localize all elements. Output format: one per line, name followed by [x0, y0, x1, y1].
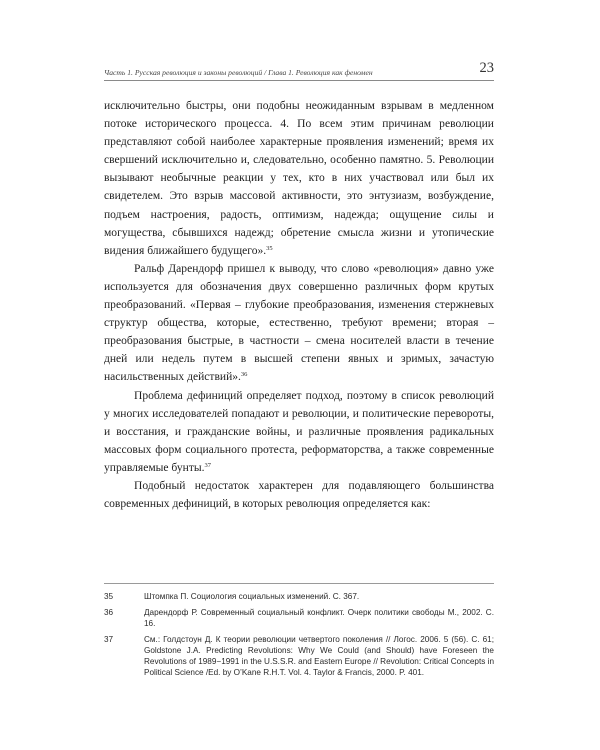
- footnote-ref-37[interactable]: 37: [204, 461, 212, 469]
- main-text: [104, 97, 494, 513]
- page-header: [104, 62, 494, 81]
- footnote-number: 36: [104, 608, 114, 617]
- running-head: Часть 1. Русская революция и законы революций / Глава 1. Революция как феномен: [104, 68, 373, 77]
- paragraph-2: Ральф Дарендорф пришел к выводу, что слово «революция» давно уже используется для обозначения двух совершенно различных форм крутых преобразований. «Первая – глубокие преобразования, изменения стержневых структур общества, которые, естественно, требуют времени; вторая – преобразования быстрые, в частности – смена носителей власти в течение дней или недель путем в высшей степени явных и зримых, зачастую насильственных действий».$^{36}$: [104, 262, 494, 384]
- paragraph-3: Проблема дефиниций определяет подход, поэтому в список революций у многих исследователей попадают и революции, и политические перевороты, и восстания, и гражданские войны, и различные проявления радикальных массовых форм социального протеста, реформаторства, а также современные управляемые бунты.$^{37}$: [104, 389, 494, 474]
- footnote-number: 37: [104, 635, 114, 644]
- page-number: 23: [479, 60, 494, 76]
- footnote-text: Штомпка П. Социология социальных изменений. С. 367.: [144, 592, 360, 601]
- paragraph-4: Подобный недостаток характерен для подавляющего большинства современных дефиниций, в которых революция определяется как:: [104, 479, 494, 511]
- footnote: [104, 607, 494, 629]
- paragraph-1: исключительно быстры, они подобны неожиданным взрывам в медленном потоке исторического процесса. 4. По всем этим причинам революции представляют собой наиболее характерные проявления изменений; время их свершений исключительно и, следовательно, особенно памятно. 5. Революции вызывают необычные реакции у тех, кто в них участвовал или был их свидетелем. Это взрыв массовой активности, это энтузиазм, возбуждение, подъем настроения, радость, оптимизм, надежда; ощущение силы и могущества, сбывшихся надежд; обретение смысла жизни и утопические видения ближайшего будущего».$^{35}$: [104, 100, 494, 257]
- footnote: [104, 591, 494, 602]
- footnote: [104, 634, 494, 678]
- footnote-text: См.: Голдстоун Д. К теории революции четвертого поколения // Логос. 2006. 5 (56). С. 61; Goldstone J.A. Predicting Revolutions: Why We Could (and Should) have Foreseen the Revolutions of 1989−1991 in the U.S.S.R. and Eastern Europe // Revolution: Critical Concepts in Political Science /Ed. by O’Kane R.H.T. Vol. 4. Taylor & Francis, 2000. P. 401.: [144, 635, 494, 677]
- footnotes: [104, 583, 494, 683]
- footnote-ref-35[interactable]: 35: [266, 244, 273, 252]
- footnote-number: 35: [104, 592, 114, 601]
- footnote-ref-36[interactable]: 36: [240, 371, 248, 379]
- footnote-text: Дарендорф Р. Современный социальный конфликт. Очерк политики свободы М., 2002. С. 16.: [144, 608, 494, 628]
